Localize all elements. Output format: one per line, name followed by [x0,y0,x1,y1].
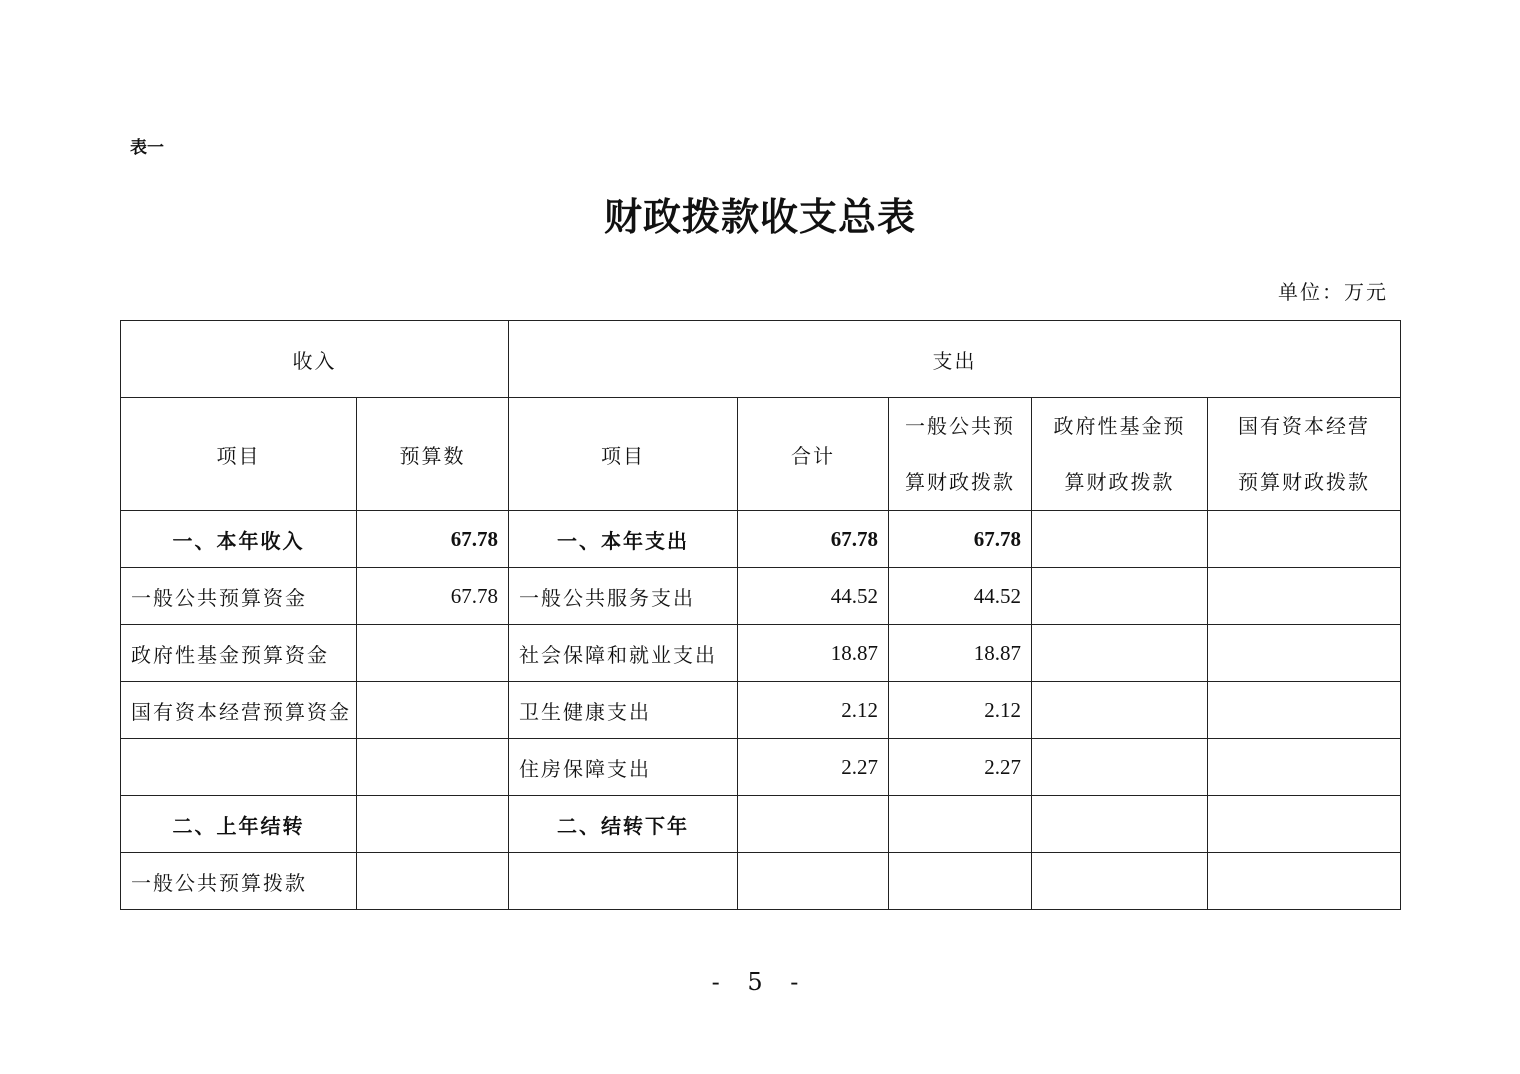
header-gov-fund-budget: 政府性基金预算财政拨款 [1032,398,1208,511]
expense-item: 一般公共服务支出 [509,568,738,625]
header-general-public-budget: 一般公共预算财政拨款 [889,398,1032,511]
income-value: 67.78 [357,568,509,625]
table-row [121,739,1401,796]
income-value [357,682,509,739]
table-row [121,796,1401,853]
header-total: 合计 [738,398,889,511]
state-capital-value [1208,511,1401,568]
income-item [121,739,357,796]
income-value [357,739,509,796]
total-value: 2.27 [738,739,889,796]
header-state-capital-budget: 国有资本经营预算财政拨款 [1208,398,1401,511]
expense-item: 住房保障支出 [509,739,738,796]
table-column-header-row [121,398,1401,511]
gov-fund-value [1032,625,1208,682]
income-item: 一般公共预算拨款 [121,853,357,910]
income-value [357,853,509,910]
general-value: 44.52 [889,568,1032,625]
state-capital-value [1208,625,1401,682]
table-row [121,568,1401,625]
income-item: 国有资本经营预算资金 [121,682,357,739]
table-row [121,853,1401,910]
total-value: 2.12 [738,682,889,739]
total-value [738,853,889,910]
expense-item: 社会保障和就业支出 [509,625,738,682]
table-row [121,511,1401,568]
general-value: 18.87 [889,625,1032,682]
state-capital-value [1208,739,1401,796]
gov-fund-value [1032,568,1208,625]
general-value [889,796,1032,853]
total-value: 44.52 [738,568,889,625]
state-capital-value [1208,568,1401,625]
total-value: 67.78 [738,511,889,568]
header-income-budget: 预算数 [357,398,509,511]
total-value: 18.87 [738,625,889,682]
page-number: - 5 - [711,968,809,996]
general-value [889,853,1032,910]
unit-label: 单位：万元 [1278,280,1388,304]
total-value [738,796,889,853]
fiscal-summary-table [120,320,1401,910]
gov-fund-value [1032,682,1208,739]
income-value [357,796,509,853]
income-item: 一、本年收入 [121,511,357,568]
general-value: 2.12 [889,682,1032,739]
income-value: 67.78 [357,511,509,568]
income-item: 二、上年结转 [121,796,357,853]
state-capital-value [1208,796,1401,853]
header-expense: 支出 [509,321,1401,398]
gov-fund-value [1032,511,1208,568]
table-row [121,682,1401,739]
expense-item: 二、结转下年 [509,796,738,853]
header-income-item: 项目 [121,398,357,511]
page-title: 财政拨款收支总表 [603,194,916,239]
gov-fund-value [1032,796,1208,853]
header-income: 收入 [121,321,509,398]
general-value: 2.27 [889,739,1032,796]
expense-item: 一、本年支出 [509,511,738,568]
state-capital-value [1208,682,1401,739]
income-item: 一般公共预算资金 [121,568,357,625]
table-label: 表一 [130,138,164,158]
table-group-header-row [121,321,1401,398]
income-item: 政府性基金预算资金 [121,625,357,682]
expense-item [509,853,738,910]
general-value: 67.78 [889,511,1032,568]
table-row [121,625,1401,682]
gov-fund-value [1032,739,1208,796]
income-value [357,625,509,682]
header-expense-item: 项目 [509,398,738,511]
expense-item: 卫生健康支出 [509,682,738,739]
state-capital-value [1208,853,1401,910]
gov-fund-value [1032,853,1208,910]
